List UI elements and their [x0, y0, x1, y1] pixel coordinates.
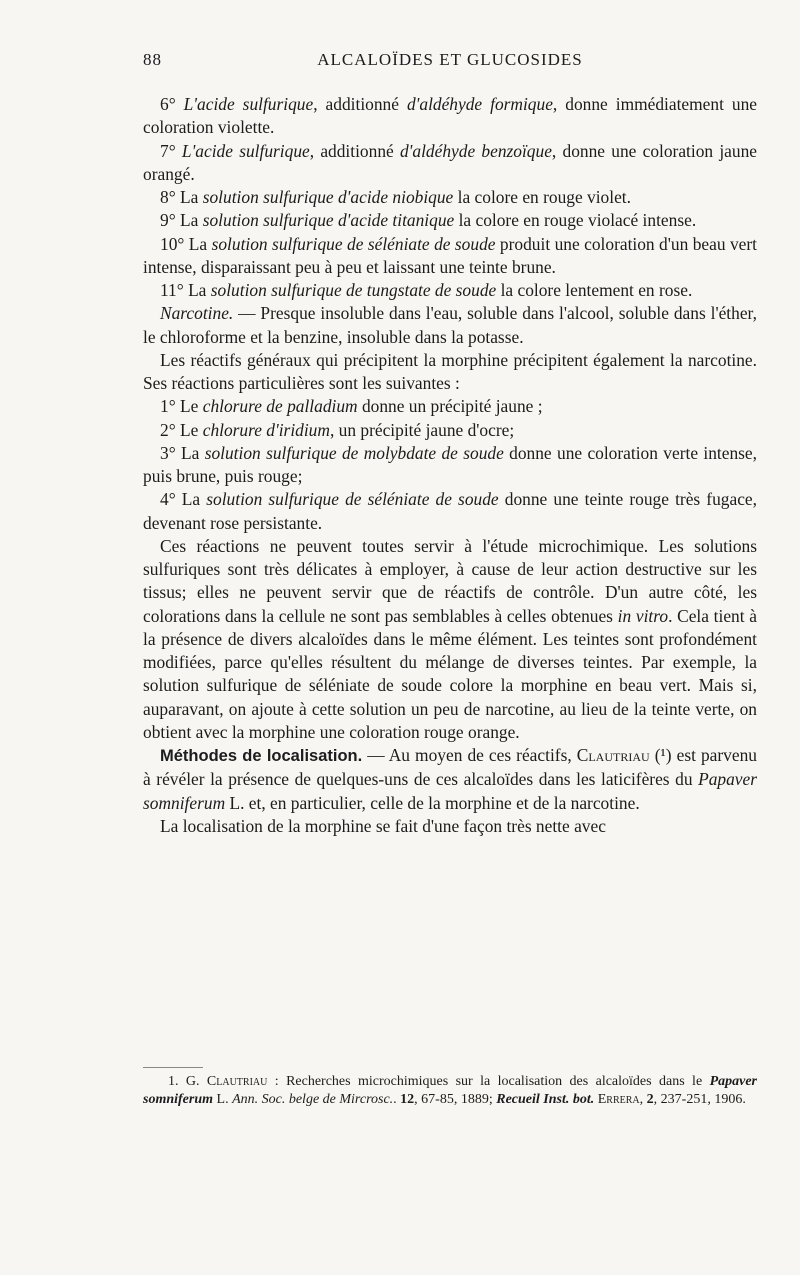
narcotine-term: Narcotine.	[160, 303, 234, 324]
running-head	[143, 50, 757, 72]
footnote-author-2: Errera	[597, 1092, 640, 1107]
footnote-text: 1. G. Clautriau : Recherches microchimiques sur la localisation des alcaloïdes dans le Papaver somniferum L. Ann. Soc. belge de Mircrosc.. 12, 67-85, 1889; Recueil Inst. bot. Errera, 2, 237-251, 1906.	[143, 1074, 758, 1107]
reagent-name: chlorure de palladium	[202, 396, 358, 417]
paragraph-methods: Méthodes de localisation. — Au moyen de ces réactifs, Clautriau (¹) est parvenu à révéler la présence de quelques-uns de ces alcaloïdes dans les laticifères du Papaver somniferum L. et, en particulier, celle de la morphine et de la narcotine.	[143, 745, 757, 813]
paragraph-reaction-8: 8° La solution sulfurique d'acide niobique la colore en rouge violet.	[160, 187, 631, 207]
reagent-name: solution sulfurique d'acide titanique	[202, 210, 455, 231]
page-number: 88	[143, 50, 162, 69]
footnote-rule	[143, 1067, 203, 1068]
reagent-name: solution sulfurique d'acide niobique	[202, 187, 454, 207]
paragraph-discussion: Ces réactions ne peuvent toutes servir à l'étude microchimique. Les solutions sulfuriques sont très délicates à employer, à cause de leur action destructive sur les tissus; elles ne peuvent servir que de réactifs de contrôle. D'un autre côté, les colorations dans la cellule ne sont pas semblables à celles obtenues in vitro. Cela tient à la présence de divers alcaloïdes dans le même élément. Les teintes sont profondément modifiées, parce qu'elles résultent du mélange de diverses teintes. Par exemple, la solution sulfurique de séléniate de soude colore la morphine en beau vert. Mais si, auparavant, on ajoute à cette solution un peu de narcotine, au lieu de la teinte verte, on obtient avec la morphine une coloration rouge orange.	[143, 535, 757, 742]
additive-name: d'aldéhyde benzoïque	[399, 140, 552, 161]
paragraph-narcotine-reaction-2: 2° Le chlorure d'iridium, un précipité jaune d'ocre;	[160, 419, 515, 440]
paragraph-localisation: La localisation de la morphine se fait d'une façon très nette avec	[160, 815, 606, 836]
footnote	[143, 1073, 757, 1109]
paragraph-general-reagents: Les réactifs généraux qui précipitent la morphine précipitent également la narcotine. Ses réactions particulières sont les suivantes :	[143, 349, 757, 393]
section-heading: Méthodes de localisation.	[160, 747, 363, 765]
reagent-name: L'acide sulfurique	[183, 94, 314, 114]
paragraph-reaction-9: 9° La solution sulfurique d'acide titanique la colore en rouge violacé intense.	[160, 210, 697, 231]
reagent-name: solution sulfurique de molybdate de soude	[204, 442, 504, 463]
paragraph-narcotine-reaction-4: 4° La solution sulfurique de séléniate de soude donne une teinte rouge très fugace, devenant rose persistante.	[143, 489, 757, 533]
footnote-volume: 12	[400, 1092, 415, 1107]
running-title: ALCALOÏDES ET GLUCOSIDES	[317, 50, 583, 69]
paragraph-narcotine-reaction-1: 1° Le chlorure de palladium donne un précipité jaune ;	[160, 396, 543, 417]
species-name: Papaver somniferum	[143, 769, 757, 813]
paragraph-narcotine: Narcotine. — Presque insoluble dans l'eau, soluble dans l'alcool, soluble dans l'éther, le chloroforme et la benzine, insoluble dans la potasse.	[143, 303, 757, 347]
footnote-author: G. Clautriau	[185, 1074, 268, 1089]
reagent-name: solution sulfurique de séléniate de soude	[211, 233, 496, 254]
paragraph-reaction-11: 11° La solution sulfurique de tungstate de soude la colore lentement en rose.	[160, 280, 693, 300]
in-vitro-term: in vitro	[617, 605, 669, 626]
footnote-reference: (¹)	[654, 745, 672, 765]
reagent-name: solution sulfurique de tungstate de soude	[210, 280, 497, 300]
additive-name: d'aldéhyde formique	[406, 94, 553, 114]
reagent-name: L'acide sulfurique	[181, 140, 310, 161]
reagent-name: chlorure d'iridium	[202, 419, 330, 440]
reagent-name: solution sulfurique de séléniate de soude	[206, 489, 499, 510]
footnote-volume-2: 2	[646, 1092, 654, 1107]
paragraph-reaction-10: 10° La solution sulfurique de séléniate de soude produit une coloration d'un beau vert intense, disparaissant peu à peu et laissant une teinte brune.	[143, 233, 757, 277]
paragraph-reaction-7: 7° L'acide sulfurique, additionné d'aldéhyde benzoïque, donne une coloration jaune orangé.	[143, 140, 758, 184]
footnote-journal: Ann. Soc. belge de Mircrosc.	[232, 1092, 394, 1107]
page-body	[143, 93, 757, 838]
footnote-species: Papaver somniferum	[143, 1074, 758, 1107]
paragraph-reaction-6: 6° L'acide sulfurique, additionné d'aldéhyde formique, donne immédiatement une coloration violette.	[143, 94, 757, 138]
paragraph-narcotine-reaction-3: 3° La solution sulfurique de molybdate de soude donne une coloration verte intense, puis brune, puis rouge;	[143, 442, 757, 486]
footnote-journal-2: Recueil Inst. bot.	[496, 1092, 595, 1107]
author-name: Clautriau	[576, 745, 650, 765]
